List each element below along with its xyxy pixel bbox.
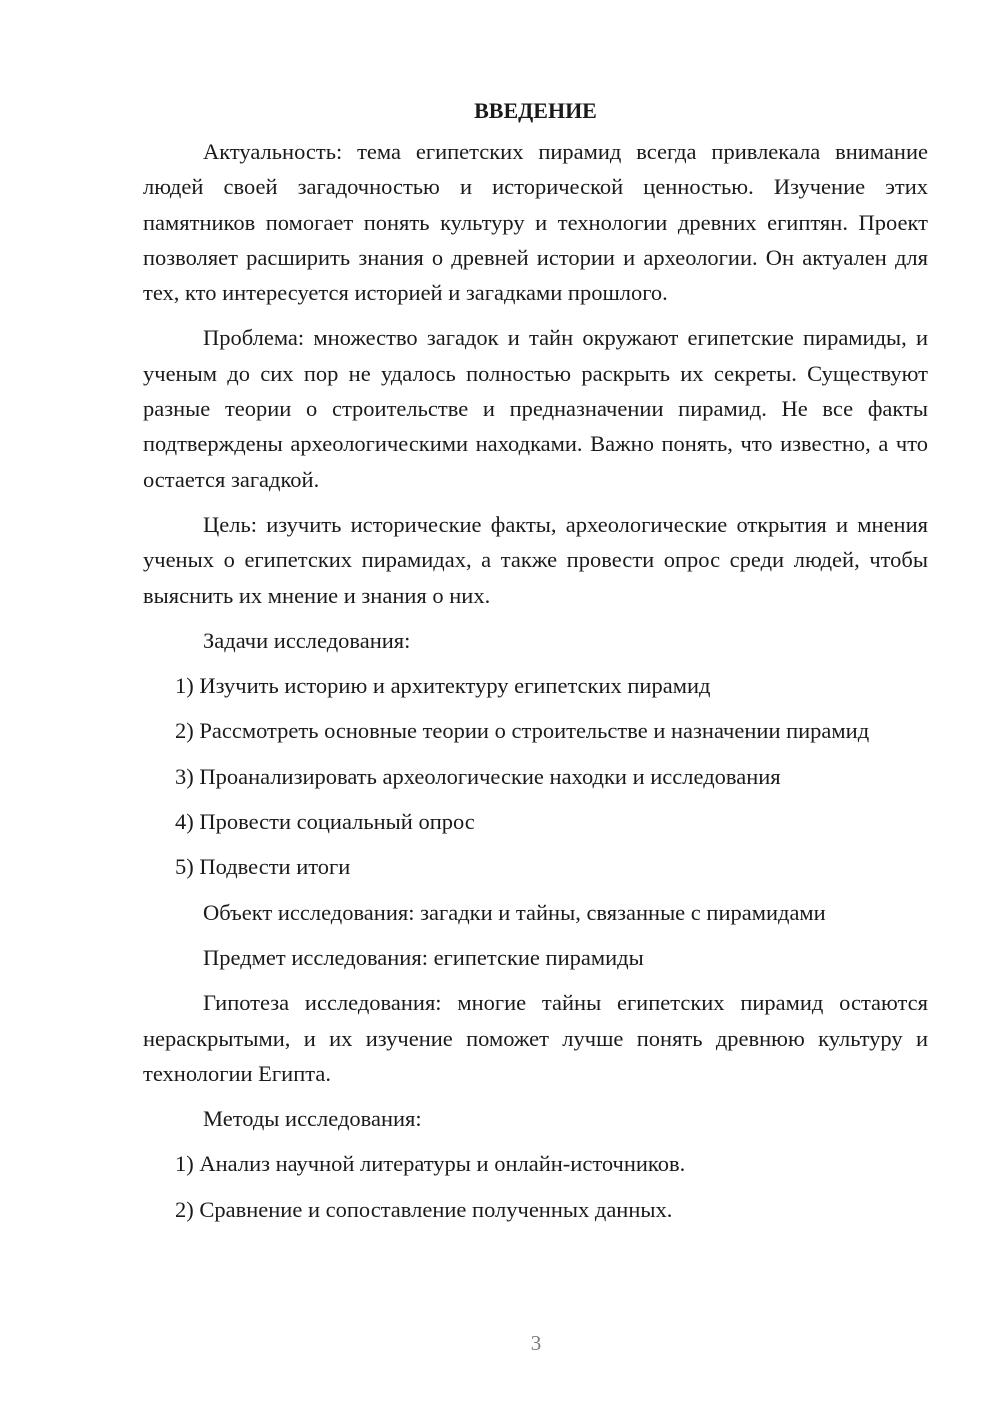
method-item-2: 2) Сравнение и сопоставление полученных данных.: [175, 1196, 673, 1222]
methods-heading: Методы исследования:: [203, 1106, 422, 1132]
hypothesis-paragraph: Гипотеза исследования: многие тайны египетских пирамид остаются нераскрытыми, и их изучение поможет лучше понять древнюю культуру и технологии Египта.: [143, 990, 928, 1086]
relevance-paragraph: Актуальность: тема египетских пирамид всегда привлекала внимание людей своей загадочностью и исторической ценностью. Изучение этих памятников помогает понять культуру и технологии древних египтян. Проект позволяет расширить знания о древней истории и археологии. Он актуален для тех, кто интересуется историей и загадками прошлого.: [143, 139, 928, 306]
goal-paragraph: Цель: изучить исторические факты, археологические открытия и мнения ученых о египетских пирамидах, а также провести опрос среди людей, чтобы выяснить их мнение и знания о них.: [143, 511, 928, 608]
page-title: ВВЕДЕНИЕ: [474, 98, 597, 123]
task-item-4: 4) Провести социальный опрос: [175, 809, 475, 835]
task-item-3: 3) Проанализировать археологические находки и исследования: [175, 763, 781, 789]
task-item-1: 1) Изучить историю и архитектуру египетских пирамид: [175, 673, 711, 699]
tasks-heading: Задачи исследования:: [203, 627, 411, 653]
problem-paragraph: Проблема: множество загадок и тайн окружают египетские пирамиды, и ученым до сих пор не удалось полностью раскрыть их секреты. Существуют разные теории о строительстве и предназначении пирамид. Не все факты подтверждены археологическими находками. Важно понять, что известно, а что остается загадкой.: [143, 325, 928, 492]
method-item-1: 1) Анализ научной литературы и онлайн-источников.: [175, 1151, 686, 1177]
task-item-2: 2) Рассмотреть основные теории о строительстве и назначении пирамид: [175, 718, 870, 744]
task-item-5: 5) Подвести итоги: [175, 854, 351, 880]
page-content: [143, 93, 928, 1227]
research-subject: Предмет исследования: египетские пирамиды: [203, 944, 644, 970]
research-object: Объект исследования: загадки и тайны, связанные с пирамидами: [203, 899, 826, 925]
page-number: 3: [530, 1331, 542, 1355]
